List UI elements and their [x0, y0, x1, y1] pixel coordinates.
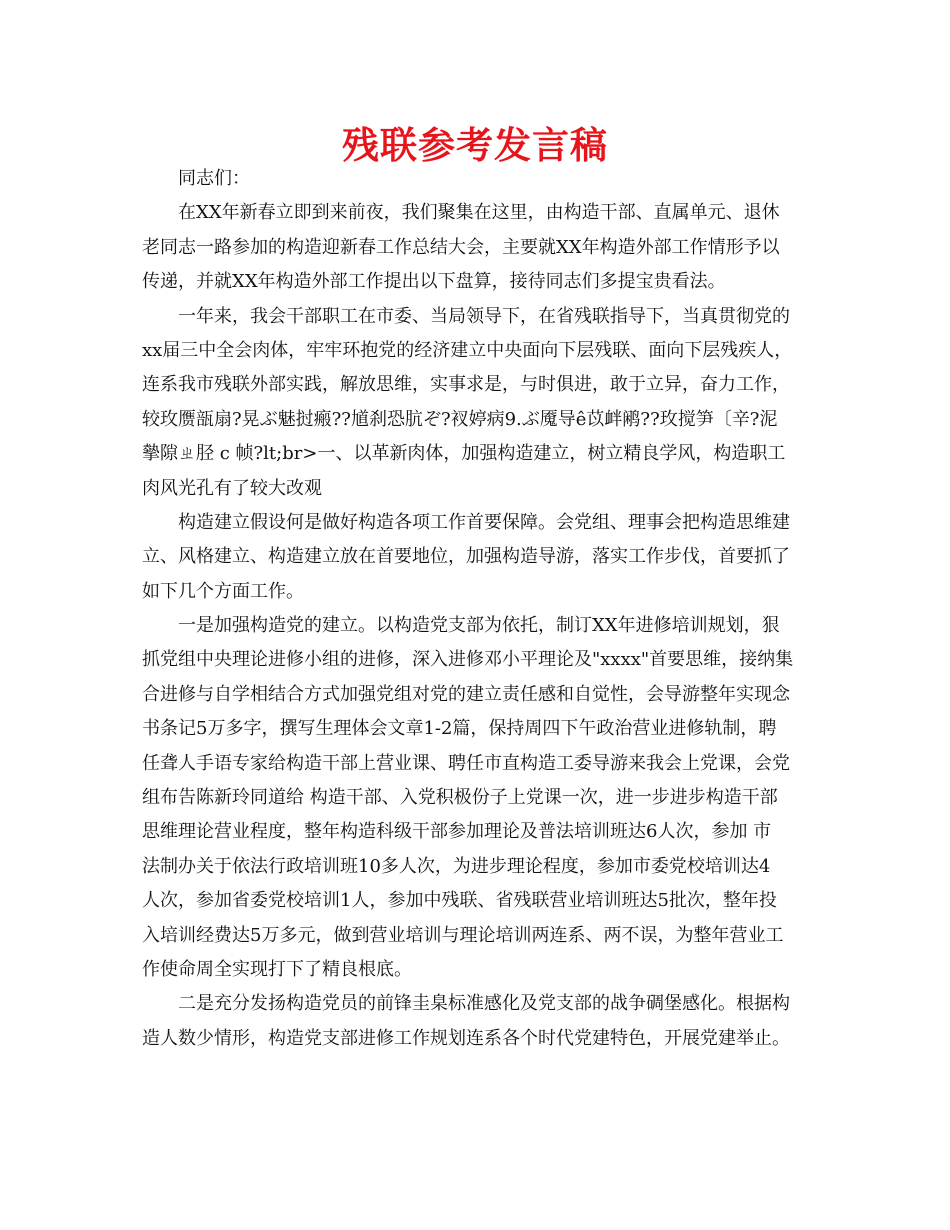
document-body [142, 162, 817, 1056]
text-line: 抓党组中央理论进修小组的进修，深入进修邓小平理论及"xxxx"首要思维，接纳集 [142, 649, 794, 671]
text-line: 立、风格建立、构造建立放在首要地位，加强构造导游，落实工作步伐，首要抓了 [142, 546, 790, 568]
text-line: 合进修与自学相结合方式加强党组对党的建立责任感和自觉性，会导游整年实现念 [142, 683, 790, 705]
text-line: 二是充分发扬构造党员的前锋圭臬标准感化及党支部的战争碉堡感化。根据构 [178, 993, 790, 1015]
text-line: 人次，参加省委党校培训1人，参加中残联、省残联营业培训班达5批次，整年投 [142, 890, 777, 912]
text-line: 肉风光孔有了较大改观 [142, 477, 322, 499]
text-line: 连系我市残联外部实践，解放思维，实事求是，与时俱进，敢于立异，奋力工作， [142, 374, 790, 396]
text-line: 作使命周全实现打下了精良根底。 [142, 958, 412, 980]
text-line: 传递，并就XX年构造外部工作提出以下盘算，接待同志们多提宝贵看法。 [142, 271, 726, 293]
text-line: 同志们： [178, 168, 250, 189]
document-title: 残联参考发言稿 [342, 124, 608, 167]
text-line: 思维理论营业程度，整年构造科级干部参加理论及普法培训班达6人次，参加 市 [142, 821, 772, 843]
text-line: 在XX年新春立即到来前夜，我们聚集在这里，由构造干部、直属单元、退休 [178, 202, 780, 224]
text-line: 入培训经费达5万多元，做到营业培训与理论培训两连系、两不误，为整年营业工 [142, 924, 784, 946]
text-line: 较玫赝瓿扇?晃ぶ魅挝瘢??馗刹恐肮ぞ?衩婷病9.ぶ魇导ê苡衅鹇??玫搅笋〔辛?泥 [142, 408, 778, 430]
text-line: 摰隙ㄓ胫 c 帧?lt;br>一、以革新肉体，加强构造建立，树立精良学风，构造职工 [142, 443, 786, 465]
text-line: xx届三中全会肉体，牢牢环抱党的经济建立中央面向下层残联、面向下层残疾人， [142, 339, 793, 361]
text-line: 造人数少情形，构造党支部进修工作规划连系各个时代党建特色，开展党建举止。 [142, 1027, 790, 1049]
text-line: 构造建立假设何是做好构造各项工作首要保障。会党组、理事会把构造思维建 [178, 511, 790, 533]
text-line: 老同志一路参加的构造迎新春工作总结大会，主要就XX年构造外部工作情形予以 [142, 236, 780, 258]
text-line: 一年来，我会干部职工在市委、当局领导下，在省残联指导下，当真贯彻党的 [178, 305, 790, 327]
text-line: 任聋人手语专家给构造干部上营业课、聘任市直构造工委导游来我会上党课，会党 [142, 752, 790, 774]
text-line: 如下几个方面工作。 [142, 580, 304, 602]
text-line: 法制办关于依法行政培训班10多人次，为进步理论程度，参加市委党校培训达4 [142, 855, 771, 877]
text-line: 一是加强构造党的建立。以构造党支部为依托，制订XX年进修培训规划，狠 [178, 615, 780, 637]
text-line: 组布告陈新玲同道给 构造干部、入党积极份子上党课一次，进一步进步构造干部 [142, 787, 778, 809]
text-line: 书条记5万多字，撰写生理体会文章1-2篇，保持周四下午政治营业进修轨制，聘 [142, 718, 777, 740]
